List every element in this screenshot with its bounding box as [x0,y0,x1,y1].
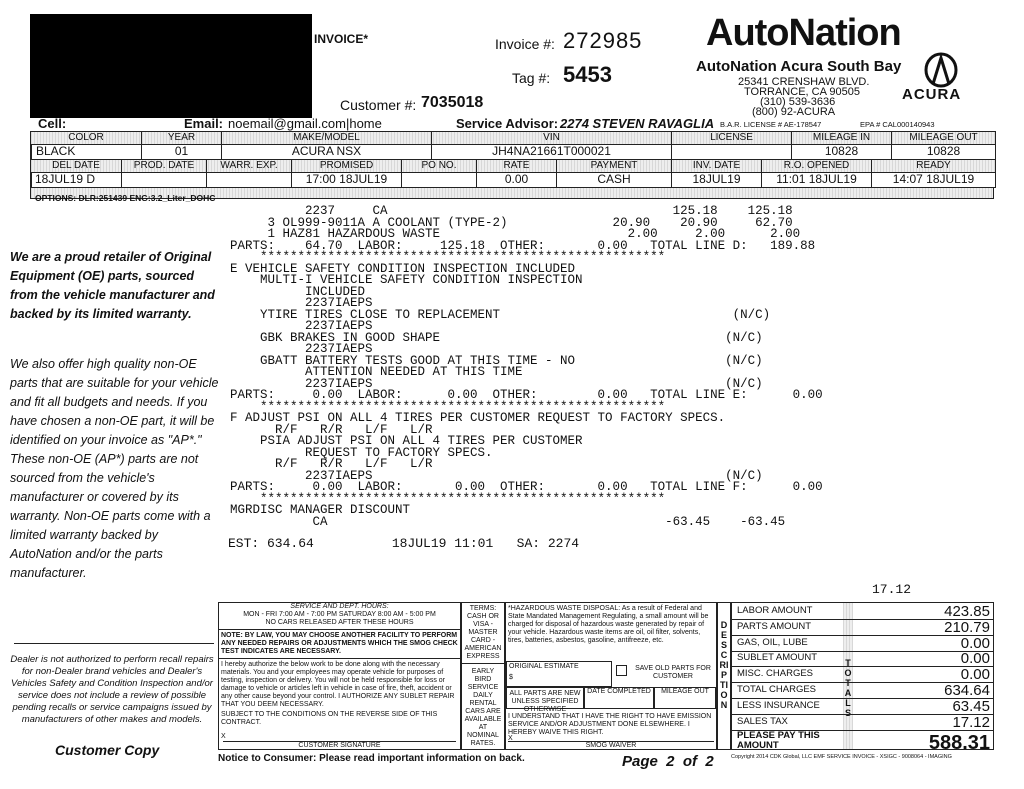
invoice-line: REQUEST TO FACTORY SPECS. [230,445,493,460]
redacted-block [30,14,312,118]
col-del-date-header: DEL DATE [52,160,100,171]
summary-label: PARTS AMOUNT [737,620,812,632]
summary-label: LABOR AMOUNT [737,605,813,616]
save-parts-checkbox[interactable] [616,665,627,676]
acura-logo-icon [918,52,964,88]
invoice-line: PARTS: 64.70 LABOR: 125.18 OTHER: 0.00 TOTAL LINE D: 189.88 [230,238,816,253]
notice-text: Notice to Consumer: Please read important information on back. [218,753,525,764]
cell-label: Cell: [38,116,67,131]
summary-label: TOTAL CHARGES [737,684,817,695]
vehicle-year: 01 [141,145,221,159]
summary-value: 0.00 [960,634,990,652]
customer-copy-label: Customer Copy [55,742,160,758]
col-payment-header: PAYMENT [556,160,671,172]
authorize-text: I hereby authorize the below work to be done along with the necessary materials. You and your employees may operate vehicle for purposes of testing, inspection or delivery. You will not be held responsible for loss or damage to vehicle or articles left in vehicle in case of fire, theft, accident or any other cause beyond your control. I AUTHORIZE ANY SUBLET REPAIR THAT YOU DEEM NECESSARY. [221,661,455,708]
col-color-header: COLOR [68,132,104,143]
invoice-line: 1 HAZ81 HAZARDOUS WASTE 2.00 2.00 2.00 [230,227,801,241]
understand-text: I UNDERSTAND THAT I HAVE THE RIGHT TO HAVE EMISSION SERVICE AND/OR ADJUSTMENT DONE ELSEWHERE. I HEREBY WAIVE THIS RIGHT. [508,713,712,736]
original-estimate-box [506,661,612,687]
summary-value: 63.45 [952,697,990,715]
invoice-line: INCLUDED [230,284,366,299]
smog-note: NOTE: BY LAW, YOU MAY CHOOSE ANOTHER FACILITY TO PERFORM ANY NEEDED REPAIRS OR ADJUSTMENTS WHICH THE SMOG CHECK TEST INDICATES ARE NECESSARY. [219,630,460,659]
invoice-line: GBATT BATTERY TESTS GOOD AT THIS TIME - NO (N/C) [230,353,763,368]
ready-time: 14:07 18JUL19 [871,173,995,187]
advisor-label: Service Advisor: [456,116,559,131]
email-value: noemail@gmail.com|home [228,116,382,131]
invoice-line: ****************************************************** [230,491,666,506]
ro-opened: 11:01 18JUL19 [761,173,871,187]
page-indicator: Page 2 of 2 [622,753,714,770]
all-parts-box [506,687,584,713]
invoice-line: GBK BRAKES IN GOOD SHAPE (N/C) [230,330,763,345]
invoice-line: 2237IAEPS (N/C) [230,468,763,483]
vehicle-color: BLACK [31,145,141,159]
footer-hours-box [218,602,461,750]
description-vertical-label: DESCRIPTION [719,620,729,710]
col-warr-exp-header: WARR. EXP. [206,160,291,172]
dollar-sign: $ [509,674,513,681]
invoice-line: ****************************************************** [230,399,666,414]
invoice-line: PARTS: 0.00 LABOR: 0.00 OTHER: 0.00 TOTAL LINE F: 0.00 [230,480,823,494]
acura-wordmark: ACURA [902,86,962,103]
save-parts-label: SAVE OLD PARTS FOR CUSTOMER [635,665,711,680]
dealer-name: AutoNation Acura South Bay [696,58,902,75]
dealer-address-1: 25341 CRENSHAW BLVD. [738,76,870,88]
invoice-line: MGRDISC MANAGER DISCOUNT [230,503,411,517]
oe-parts-note: We are a proud retailer of Original Equipment (OE) parts, sourced from the vehicle manufacturer and backed by its limited warranty. [10,250,215,321]
tag-label: Tag #: [512,70,551,86]
mileage-out-box [654,687,716,709]
early-bird-text: EARLY BIRD SERVICE DAILY RENTAL CARS ARE AVAILABLE AT NOMINAL RATES. [462,663,504,752]
summary-label: SUBLET AMOUNT [737,652,818,664]
date-completed-label: DATE COMPLETED [587,688,651,695]
invoice-line: F ADJUST PSI ON ALL 4 TIRES PER CUSTOMER REQUEST TO FACTORY SPECS. [230,411,726,425]
totals-vertical-label: TOTALS [844,658,852,718]
no-cars-text: NO CARS RELEASED AFTER THESE HOURS [219,619,460,630]
col-vin-header: VIN [431,132,671,144]
hours-text: MON - FRI 7:00 AM - 7:00 PM SATURDAY 8:00 AM - 5:00 PM [243,611,436,618]
invoice-line: PSIA ADJUST PSI ON ALL 4 TIRES PER CUSTOMER [230,434,583,448]
summary-label: SALES TAX [737,715,788,727]
summary-value: 17.12 [952,713,990,731]
vehicle-value-row [30,144,996,160]
invoice-line: 2237 CA 125.18 125.18 [230,204,793,218]
terms-text: TERMS: CASH OR VISA - MASTER CARD - AMERICAN EXPRESS [464,605,502,660]
non-oe-parts-note: We also offer high quality non-OE parts that are suitable for your vehicle and fit all budgets and needs. If you have chosen a non-OE part, it will be identified on your invoice as "AP*." These non-OE (AP*) parts are not sourced from the vehicle's manufacturer or covered by its warranty. Non-OE parts come with a limited warranty backed by AutoNation and/or the parts manufacturer. [10,357,219,580]
customer-number: 7035018 [421,94,484,111]
summary-label: PLEASE PAY THIS AMOUNT [737,730,820,752]
inv-date: 18JUL19 [671,173,761,187]
recall-disclaimer: Dealer is not authorized to perform recall repairs for non-Dealer brand vehicles and Dealer's Vehicles Safety and Condition Inspection and/or service does not include a review of possible pending recalls or service campaigns issued by manufacturers of other makes and models. [10,654,214,725]
col-po-header: PO NO. [401,160,476,172]
col-make-header: MAKE/MODEL [221,132,431,144]
col-license-header: LICENSE [671,132,791,144]
summary-value: 634.64 [944,682,990,699]
customer-label: Customer #: [340,97,417,113]
epa-number: EPA # CAL000140943 [860,120,935,129]
smog-x: X [508,735,513,742]
col-mileage-in-header: MILEAGE IN [791,132,891,144]
col-mileage-out-header: MILEAGE OUT [891,132,995,144]
signature-x: X [221,733,226,740]
summary-label: MISC. CHARGES [737,668,814,680]
invoice-line: CA -63.45 -63.45 [230,514,786,529]
autonation-logo: AutoNation [706,12,901,54]
vehicle-make-model: ACURA NSX [221,145,431,159]
warr-exp [206,173,291,187]
invoice-line: 2237IAEPS [230,319,373,333]
options-text: OPTIONS: DLR:251439 ENG:3.2_Liter_DOHC [35,193,216,203]
invoice-line: MULTI-I VEHICLE SAFETY CONDITION INSPECTION [230,273,583,287]
invoice-star: INVOICE* [314,32,369,46]
col-inv-date-header: INV. DATE [671,160,761,172]
del-date: 18JUL19 D [31,173,121,187]
left-divider [14,643,214,644]
invoice-line: ATTENTION NEEDED AT THIS TIME [230,365,523,379]
rate: 0.00 [476,173,556,187]
original-estimate-label: ORIGINAL ESTIMATE [509,663,579,670]
prod-date [121,173,206,187]
invoice-label: Invoice #: [495,36,555,52]
mileage-out: 10828 [891,145,995,159]
dealer-address-2: TORRANCE, CA 90505 [744,86,860,98]
email-label: Email: [184,116,224,131]
col-year-header: YEAR [141,132,221,144]
order-header-row [30,159,996,173]
invoice-line: 3 OL999-9011A A COOLANT (TYPE-2) 20.90 20.90 62.70 [230,215,793,230]
invoice-line: ****************************************************** [230,250,666,264]
invoice-line: R/F R/R L/F L/R [230,457,433,471]
signature-label[interactable]: CUSTOMER SIGNATURE [223,741,456,750]
col-prod-date-header: PROD. DATE [121,160,206,172]
advisor-value: 2274 STEVEN RAVAGLIA [560,116,715,131]
vehicle-license [671,145,791,159]
mileage-in: 10828 [791,145,891,159]
estimate-line: EST: 634.64 18JUL19 11:01 SA: 2274 [228,536,580,551]
mileage-out-label: MILEAGE OUT [661,688,709,695]
dealer-phone-2: (800) 92-ACURA [752,106,836,118]
hazardous-waste-text: *HAZARDOUS WASTE DISPOSAL: As a result of Federal and State Mandated Management Regulating, a small amount will be charged for disposal of hazardous waste generated by repair of your vehicle. Hazardous waste items are oil, oil filter, solvents, tires, batteries, asbestos, gasoline, antifreeze, etc. [508,605,709,644]
invoice-line: 2237IAEPS [230,296,373,310]
all-parts-text: ALL PARTS ARE NEW UNLESS SPECIFIED OTHERWISE [509,690,581,713]
hours-title: SERVICE AND DEPT. HOURS: [290,603,389,610]
invoice-line: 2237IAEPS (N/C) [230,376,763,391]
summary-value: 0.00 [960,650,990,668]
invoice-line: PARTS: 0.00 LABOR: 0.00 OTHER: 0.00 TOTAL LINE E: 0.00 [230,388,823,402]
invoice-line: E VEHICLE SAFETY CONDITION INSPECTION INCLUDED [230,261,576,276]
col-rate-header: RATE [476,160,556,172]
tag-number: 5453 [563,62,612,87]
footer-terms-box [461,602,505,750]
bar-license: B.A.R. LICENSE # AE-178547 [720,120,822,129]
date-completed-box [584,687,654,709]
col-ro-opened-header: R.O. OPENED [761,160,871,172]
summary-value: 423.85 [944,603,990,620]
summary-label: GAS, OIL, LUBE [737,636,808,648]
order-value-row [30,172,996,188]
subtotal-value: 17.12 [872,582,912,597]
options-bar [30,187,994,203]
invoice-line: 2237IAEPS [230,342,373,356]
col-ready-header: READY [871,160,995,172]
subject-text: SUBJECT TO THE CONDITIONS ON THE REVERSE SIDE OF THIS CONTRACT. [221,711,438,726]
po-number [401,173,476,187]
footer-haz-box [505,602,717,750]
smog-waiver-label[interactable]: SMOG WAIVER [508,741,714,750]
invoice-line: YTIRE TIRES CLOSE TO REPLACEMENT (N/C) [230,307,771,322]
copyright-text: Copyright 2014 CDK Global, LLC EMF SERVICE INVOICE - XSIGC - 9008064 - IMAGING [731,754,952,760]
payment: CASH [556,173,671,187]
summary-value: 210.79 [944,618,990,636]
vehicle-header-row [30,131,996,145]
summary-label: LESS INSURANCE [737,699,820,711]
col-promised-header: PROMISED [291,160,401,172]
dealer-phone-1: (310) 539-3636 [760,96,836,108]
invoice-line: R/F R/R L/F L/R [230,422,433,437]
invoice-number: 272985 [563,28,643,53]
promised: 17:00 18JUL19 [291,173,401,187]
summary-value: 0.00 [960,666,990,684]
summary-value: 588.31 [928,732,990,755]
vehicle-vin: JH4NA21661T000021 [431,145,671,159]
